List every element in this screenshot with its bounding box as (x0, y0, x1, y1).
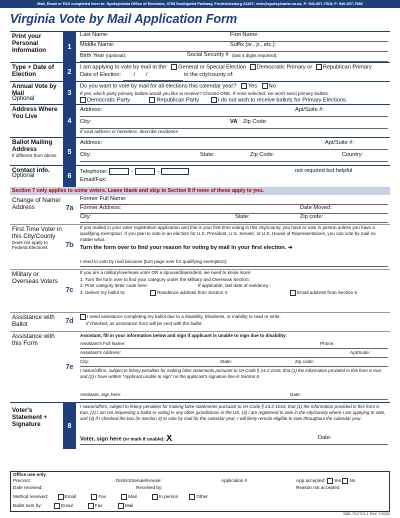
mailing-address-label: Address: (80, 140, 103, 146)
voter-sign-note: (or mark if unable): (123, 436, 165, 442)
ballot-fax-checkbox[interactable] (88, 503, 94, 509)
section-5-number: 5 (63, 138, 76, 166)
former-state-label: State: (235, 214, 250, 220)
phone-prefix-field[interactable] (135, 168, 155, 175)
method-email-checkbox[interactable] (58, 494, 64, 500)
section-7e-label: Assistance with this Form (12, 333, 55, 347)
deliver-email-checkbox[interactable] (290, 290, 296, 296)
section-3-number: 3 (63, 82, 76, 105)
residence-state: VA (230, 119, 238, 125)
assistant-state-label: State: (220, 359, 233, 364)
military-intro: If you are a military/overseas voter OR a spouse/dependent, we need to know more: (80, 270, 252, 275)
section-8-number: 8 (63, 403, 76, 449)
assistant-date-label: Date: (290, 392, 301, 397)
former-city-label: City: (80, 214, 92, 220)
section-6-number: 6 (63, 166, 76, 187)
voter-date-label: Date: (318, 435, 332, 441)
annual-yes-checkbox[interactable] (241, 83, 247, 89)
residence-apt-label: Apt/Suite #: (295, 107, 324, 113)
method-mail-label: Mail (128, 494, 137, 500)
section-7d-number: 7d (65, 318, 74, 325)
annual-no-checkbox[interactable] (262, 83, 268, 89)
assistant-phone-label: Phone: (320, 341, 335, 346)
section-7b-label: First Time Voter in this City/County (12, 226, 62, 240)
voter-oath: I swear/affirm, subject to felony penalties for making false statements pursuant to VA Code § 24.2-1016, that (1) the information provided in this form is true, (2) I am not requesting a ballot or voting in any other jurisdictions in the US, (3) I am registered to vote in the city/county where I am applying to vote, and (4) if I checked the box (in Section 3) to vote by mail for the calendar year, I will likely remain eligible to vote throughout the calendar year. (80, 404, 386, 421)
democratic-party-checkbox[interactable] (80, 97, 86, 103)
first-time-instruction: Turn the form over to find your reason for voting by mail in your first election. (80, 245, 287, 251)
military-residency-label: If applicable, last date of residency: (198, 283, 270, 288)
republican-primary-checkbox[interactable] (316, 64, 322, 70)
ballot-fax-label: Fax (94, 503, 103, 509)
birth-year-note: (optional): (105, 53, 127, 58)
mailing-city-label: City: (80, 152, 92, 158)
military-step-2: 2. Print category letter code here: (80, 283, 148, 288)
section-4-label: Address Where You Live (12, 106, 58, 120)
section-7e-form-assistance (10, 331, 390, 402)
annual-question: Do you want to vote by mail for all elections this calendar year? (80, 83, 237, 90)
election-date-field[interactable]: / / (123, 72, 183, 81)
primary-question: If yes, which party primary ballots would you like to receive? Choose ONE. If none selected, we won't send primary ballots. (80, 91, 330, 96)
residence-address-label: Address: (80, 107, 103, 113)
deliver-residence-label: Residence address from Section 4 (157, 289, 228, 295)
section-7c-number: 7c (65, 287, 74, 294)
section-4-number: 4 (63, 105, 76, 138)
telephone-label: Telephone: (80, 168, 108, 175)
first-time-reason-label: I need to vote by mail because (turn page over for qualifying exemption): (80, 259, 228, 264)
former-name-label: Former Full Name: (80, 196, 127, 202)
general-election-label: General or Special Election (178, 64, 247, 71)
republican-primary-label: Republican Primary (322, 64, 372, 71)
date-moved-label: Date Moved: (300, 205, 332, 211)
method-mail-checkbox[interactable] (121, 494, 127, 500)
office-ballot-label: Ballot sent by: (13, 503, 42, 509)
no-primary-label: I do not wish to receive ballots for Primary Elections. (217, 97, 348, 104)
mailing-zip-label: Zip Code: (250, 152, 275, 158)
section-7a-name-change (10, 196, 390, 224)
assistant-sign-label: Assistant, sign here: (80, 392, 122, 397)
office-district-label: District/Senate/House: (116, 478, 162, 483)
office-use-box (10, 471, 390, 512)
residence-zip-label: Zip Code: (243, 119, 268, 125)
birth-year-label: Birth Year (80, 53, 105, 59)
section-2-label: Type + Date of Election (12, 64, 55, 78)
office-method-label: Method received: (13, 494, 49, 500)
ballot-mail-checkbox[interactable] (118, 503, 124, 509)
annual-yes-label: Yes (247, 83, 258, 90)
city-county-label: in the city/county of: (184, 72, 234, 78)
section-7b-note: Does not apply to Federal Elections (12, 240, 48, 250)
military-step-1: 1. Turn the form over to find your category under the Military and Overseas Section: (80, 276, 250, 282)
suffix-label: Suffix (sr., jr., etc.): (230, 42, 277, 48)
method-fax-label: Fax (98, 494, 106, 500)
election-date-label: Date of Election: (80, 72, 122, 78)
phone-area-field[interactable] (109, 168, 129, 175)
section-2-number: 2 (63, 63, 76, 82)
former-zip-label: Zip code: (300, 214, 324, 220)
former-address-label: Former Address: (80, 205, 122, 211)
phone-line-field[interactable] (161, 168, 189, 175)
ssn-note: (last 4 digits required): (232, 53, 278, 58)
office-approved-no: No (349, 478, 356, 484)
ballot-assistance-checkbox[interactable] (80, 314, 86, 320)
method-fax-checkbox[interactable] (91, 494, 97, 500)
section-7b-number: 7b (65, 242, 74, 249)
republican-party-checkbox[interactable] (149, 97, 155, 103)
first-time-text: If you mailed in your voter registration application and this is your first time voting in this city/county, you have to vote in person unless you have a qualifying exemption. If you plan to vote in an election for U.S. President, U.S. Senate, or U.S. House of Representatives, you can vote by mail no matter what. (80, 225, 376, 242)
general-election-checkbox[interactable] (171, 64, 177, 70)
rural-address-note: If rural address or homeless, describe residence (80, 129, 179, 134)
section-4-residence (10, 104, 390, 138)
signature-x-mark: X (166, 435, 173, 443)
section-6-contact: Contact info. Optional 6 Telephone: - - not required but helpful Email/Fax: (10, 165, 390, 187)
first-name-label: First Name: (230, 32, 259, 38)
election-intro: I am applying to vote by mail in the: (80, 64, 168, 71)
submission-instructions-bar: Mail, Email or FAX completed form to: Spotsylvania Office of Elections, 4708 Southpoint Parkway, Fredericksburg 22407; vote@spotsylvania.va.us; P: 540-507-7515; F: 540-507-7580 (0, 0, 400, 8)
section-7-banner: Section 7 only applies to some voters. Leave blank and skip to Section 8 if none of these apply to you. (10, 187, 390, 195)
section-5-note: If different from above (12, 153, 57, 158)
arrow-right-icon: ➜ (287, 245, 293, 251)
ballot-assistance-note: If checked, an assistance form will be sent with the ballot. (86, 321, 203, 326)
section-7e-number: 7e (65, 364, 74, 371)
section-7b-first-time (10, 224, 390, 270)
residence-city-label: City: (80, 119, 92, 125)
ballot-email-label: Email (61, 503, 73, 509)
section-7a-label: Change of Name/ Address (12, 197, 61, 211)
annual-no-label: No (268, 83, 276, 90)
military-step-3: 3. Deliver my ballot to: (80, 289, 126, 295)
democratic-primary-label: Democratic Primary or (256, 64, 313, 71)
form-title: Virginia Vote by Mail Application Form (10, 12, 238, 26)
section-6-label: Contact info. (12, 167, 50, 174)
method-other-label: Other (196, 494, 208, 500)
assistant-address-label: Assistant's Address: (80, 350, 121, 355)
office-approved-yes: Yes (333, 478, 342, 484)
assistant-name-label: Assistant's Full Name: (80, 341, 126, 346)
method-inperson-checkbox[interactable] (152, 494, 158, 500)
section-3-annual (10, 81, 390, 105)
assistant-apt-label: Apt/Suite: (350, 350, 370, 355)
section-5-mailing (10, 137, 390, 166)
section-1-personal-info (10, 31, 390, 63)
section-7c-military (10, 269, 390, 313)
last-name-field[interactable] (80, 32, 388, 41)
method-inperson-label: In person (158, 494, 179, 500)
section-3-label: Annual Vote by Mail (12, 83, 57, 97)
section-7a-number: 7a (65, 205, 74, 212)
method-other-checkbox[interactable] (189, 494, 195, 500)
no-primary-checkbox[interactable] (211, 97, 217, 103)
mailing-state-label: State: (200, 152, 215, 158)
republican-party-label: Republican Party (156, 97, 200, 104)
ballot-assistance-text: I need assistance completing my ballot due to a disability, blindness, or inability to read or write. (87, 314, 281, 320)
democratic-primary-checkbox[interactable] (250, 64, 256, 70)
section-8-signature (10, 402, 390, 449)
form-revision-footer: SBE-701/701.1 Rev. 7/2020 (342, 512, 390, 516)
method-email-label: Email (64, 494, 77, 500)
mailing-apt-label: Apt/Suite #: (325, 140, 354, 146)
office-approved-label: App accepted: (296, 478, 326, 484)
section-5-label: Ballot Mailing Address (12, 139, 53, 153)
ssn-label: Social Security # (187, 52, 229, 58)
assistant-city-label: City: (80, 359, 90, 364)
deliver-email-label: Email address from Section 6 (297, 289, 357, 295)
section-7d-ballot-assistance (10, 312, 390, 332)
office-reason-label: Reason not accepted (296, 485, 340, 490)
section-8-label: Voter's Statement + Signature (12, 407, 48, 428)
voter-signature-field[interactable] (135, 435, 285, 444)
office-precinct-label: Precinct: (13, 478, 31, 483)
democratic-party-label: Democratic Party (87, 97, 130, 104)
section-6-optional: Optional (12, 173, 35, 179)
voter-sign-label: Voter, sign here (80, 436, 122, 443)
contact-note: not required but helpful (295, 168, 353, 174)
section-2-election-type (10, 62, 390, 82)
office-approved-no-checkbox[interactable] (342, 478, 348, 484)
assistant-oath: I swear/affirm, subject to felony penalties for making false statements pursuant to VA Code § 24.2-1016, that (1) the information provided in this form is true, and (2) I have written "Applicant unable to sign" on the applicant's signature line in Section 8. (80, 368, 383, 379)
last-name-label: Last Name: (80, 32, 109, 38)
office-date-received-label: Date received: (13, 485, 43, 490)
email-fax-label: Email/Fax: (80, 177, 107, 183)
deliver-residence-checkbox[interactable] (150, 290, 156, 296)
section-7c-label: Military or Overseas Voters (12, 271, 58, 285)
office-received-by-label: Received by: (136, 485, 163, 490)
middle-name-label: Middle Name: (80, 42, 115, 48)
mailing-country-label: Country: (342, 152, 364, 158)
office-use-title: Office use only (13, 472, 46, 477)
section-1-number: 1 (63, 32, 76, 63)
assistant-instruction: Assistant, fill in your information below and sign if applicant is unable to sign due to disability: (80, 333, 287, 338)
section-7d-label: Assistance with Ballot (12, 314, 55, 328)
assistant-zip-label: Zip code: (295, 359, 314, 364)
section-3-optional: Optional (12, 96, 35, 102)
office-application-label: Application # (221, 478, 248, 483)
ballot-email-checkbox[interactable] (54, 503, 60, 509)
office-approved-yes-checkbox[interactable] (327, 478, 333, 484)
ballot-mail-label: Mail (124, 503, 134, 509)
section-1-label: Print your Personal Information (12, 33, 47, 54)
